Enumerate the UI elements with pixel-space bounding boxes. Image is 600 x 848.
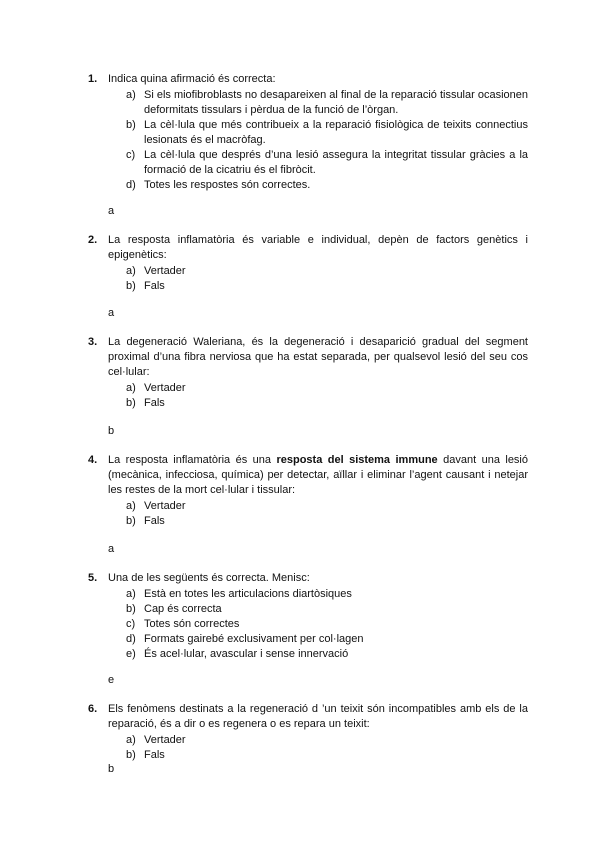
option-list bbox=[88, 88, 528, 193]
option-letter: b) bbox=[126, 749, 136, 761]
option-letter: a) bbox=[126, 500, 136, 512]
answer-4: a bbox=[108, 543, 115, 555]
option-text: Fals bbox=[144, 280, 165, 292]
option-c bbox=[88, 617, 528, 632]
option-text: Vertader bbox=[144, 265, 186, 277]
option-text: Vertader bbox=[144, 500, 186, 512]
option-letter: a) bbox=[126, 265, 136, 277]
option-a bbox=[88, 499, 528, 514]
answer-6: b bbox=[108, 763, 115, 775]
answer-3: b bbox=[108, 425, 115, 437]
option-b bbox=[88, 748, 528, 763]
option-text: És acel·lular, avascular i sense innervació bbox=[144, 648, 349, 660]
option-list bbox=[88, 499, 528, 529]
option-letter: b) bbox=[126, 603, 136, 615]
question-4 bbox=[88, 453, 528, 529]
question-number: 6. bbox=[88, 703, 98, 715]
option-d bbox=[88, 178, 528, 193]
option-a bbox=[88, 733, 528, 748]
option-text: La cèl·lula que després d’una lesió assegura la integritat tissular gràcies a la formació de la cicatriu és el fibròcit. bbox=[144, 149, 528, 176]
answer-5: e bbox=[108, 674, 115, 686]
question-6 bbox=[88, 702, 528, 763]
question-text bbox=[88, 72, 528, 87]
option-a bbox=[88, 264, 528, 279]
option-text: Està en totes les articulacions diartòsiques bbox=[144, 588, 352, 600]
option-b bbox=[88, 602, 528, 617]
option-b bbox=[88, 396, 528, 411]
question-prompt: Una de les següents és correcta. Menisc: bbox=[108, 572, 310, 584]
option-text: Formats gairebé exclusivament per col·lagen bbox=[144, 633, 364, 645]
question-text bbox=[88, 571, 528, 586]
option-e bbox=[88, 647, 528, 662]
option-letter: b) bbox=[126, 397, 136, 409]
question-text bbox=[88, 453, 528, 498]
question-number: 2. bbox=[88, 234, 98, 246]
option-text: Vertader bbox=[144, 734, 186, 746]
question-3 bbox=[88, 335, 528, 411]
answer-2: a bbox=[108, 307, 115, 319]
option-letter: e) bbox=[126, 648, 136, 660]
option-a bbox=[88, 381, 528, 396]
option-text: Si els miofibroblasts no desapareixen al final de la reparació tissular ocasionen deformitats tissulars i pèrdua de la funció de l’òrgan. bbox=[144, 89, 528, 116]
option-letter: a) bbox=[126, 382, 136, 394]
answer-1: a bbox=[108, 205, 115, 217]
option-letter: b) bbox=[126, 119, 136, 131]
option-list bbox=[88, 587, 528, 662]
option-c bbox=[88, 148, 528, 178]
option-d bbox=[88, 632, 528, 647]
option-a bbox=[88, 587, 528, 602]
option-letter: c) bbox=[126, 618, 136, 630]
question-prompt-bold: resposta del sistema immune bbox=[276, 454, 438, 466]
option-letter: a) bbox=[126, 588, 136, 600]
option-letter: b) bbox=[126, 280, 136, 292]
option-letter: b) bbox=[126, 515, 136, 527]
question-text bbox=[88, 233, 528, 263]
option-text: Cap és correcta bbox=[144, 603, 222, 615]
option-text: La cèl·lula que més contribueix a la reparació fisiològica de teixits connectius lesionats és el macròfag. bbox=[144, 119, 528, 146]
question-text bbox=[88, 702, 528, 732]
question-number: 3. bbox=[88, 336, 98, 348]
option-list bbox=[88, 381, 528, 411]
question-1 bbox=[88, 72, 528, 193]
question-2 bbox=[88, 233, 528, 294]
option-letter: c) bbox=[126, 149, 136, 161]
question-prompt: Indica quina afirmació és correcta: bbox=[108, 73, 276, 85]
option-letter: a) bbox=[126, 734, 136, 746]
option-list bbox=[88, 733, 528, 763]
option-letter: d) bbox=[126, 179, 136, 191]
option-letter: d) bbox=[126, 633, 136, 645]
option-a bbox=[88, 88, 528, 118]
option-text: Fals bbox=[144, 749, 165, 761]
question-prompt: Els fenòmens destinats a la regeneració d ’un teixit són incompatibles amb els de la reparació, és a dir o es regenera o es repara un teixit: bbox=[108, 703, 528, 730]
question-number: 5. bbox=[88, 572, 98, 584]
option-text: Totes les respostes són correctes. bbox=[144, 179, 311, 191]
option-letter: a) bbox=[126, 89, 136, 101]
question-text bbox=[88, 335, 528, 380]
option-text: Fals bbox=[144, 397, 165, 409]
option-text: Fals bbox=[144, 515, 165, 527]
question-5 bbox=[88, 571, 528, 662]
option-list bbox=[88, 264, 528, 294]
question-prompt: La degeneració Waleriana, és la degeneració i desaparició gradual del segment proximal d’una fibra nerviosa que ha estat separada, per qualsevol lesió del seu cos cel·lular: bbox=[108, 336, 528, 378]
option-b bbox=[88, 514, 528, 529]
option-b bbox=[88, 118, 528, 148]
option-text: Vertader bbox=[144, 382, 186, 394]
option-text: Totes són correctes bbox=[144, 618, 240, 630]
question-prompt-start: La resposta inflamatòria és una bbox=[108, 454, 277, 466]
question-number: 4. bbox=[88, 454, 98, 466]
option-b bbox=[88, 279, 528, 294]
question-prompt: La resposta inflamatòria és variable e individual, depèn de factors genètics i epigenètics: bbox=[108, 234, 528, 261]
question-prompt-end: davant una lesió (mecànica, infecciosa, química) per detectar, aïllar i eliminar l’agent causant i netejar les restes de la mort cel·lular i tissular: bbox=[108, 454, 528, 496]
question-number: 1. bbox=[88, 73, 98, 85]
